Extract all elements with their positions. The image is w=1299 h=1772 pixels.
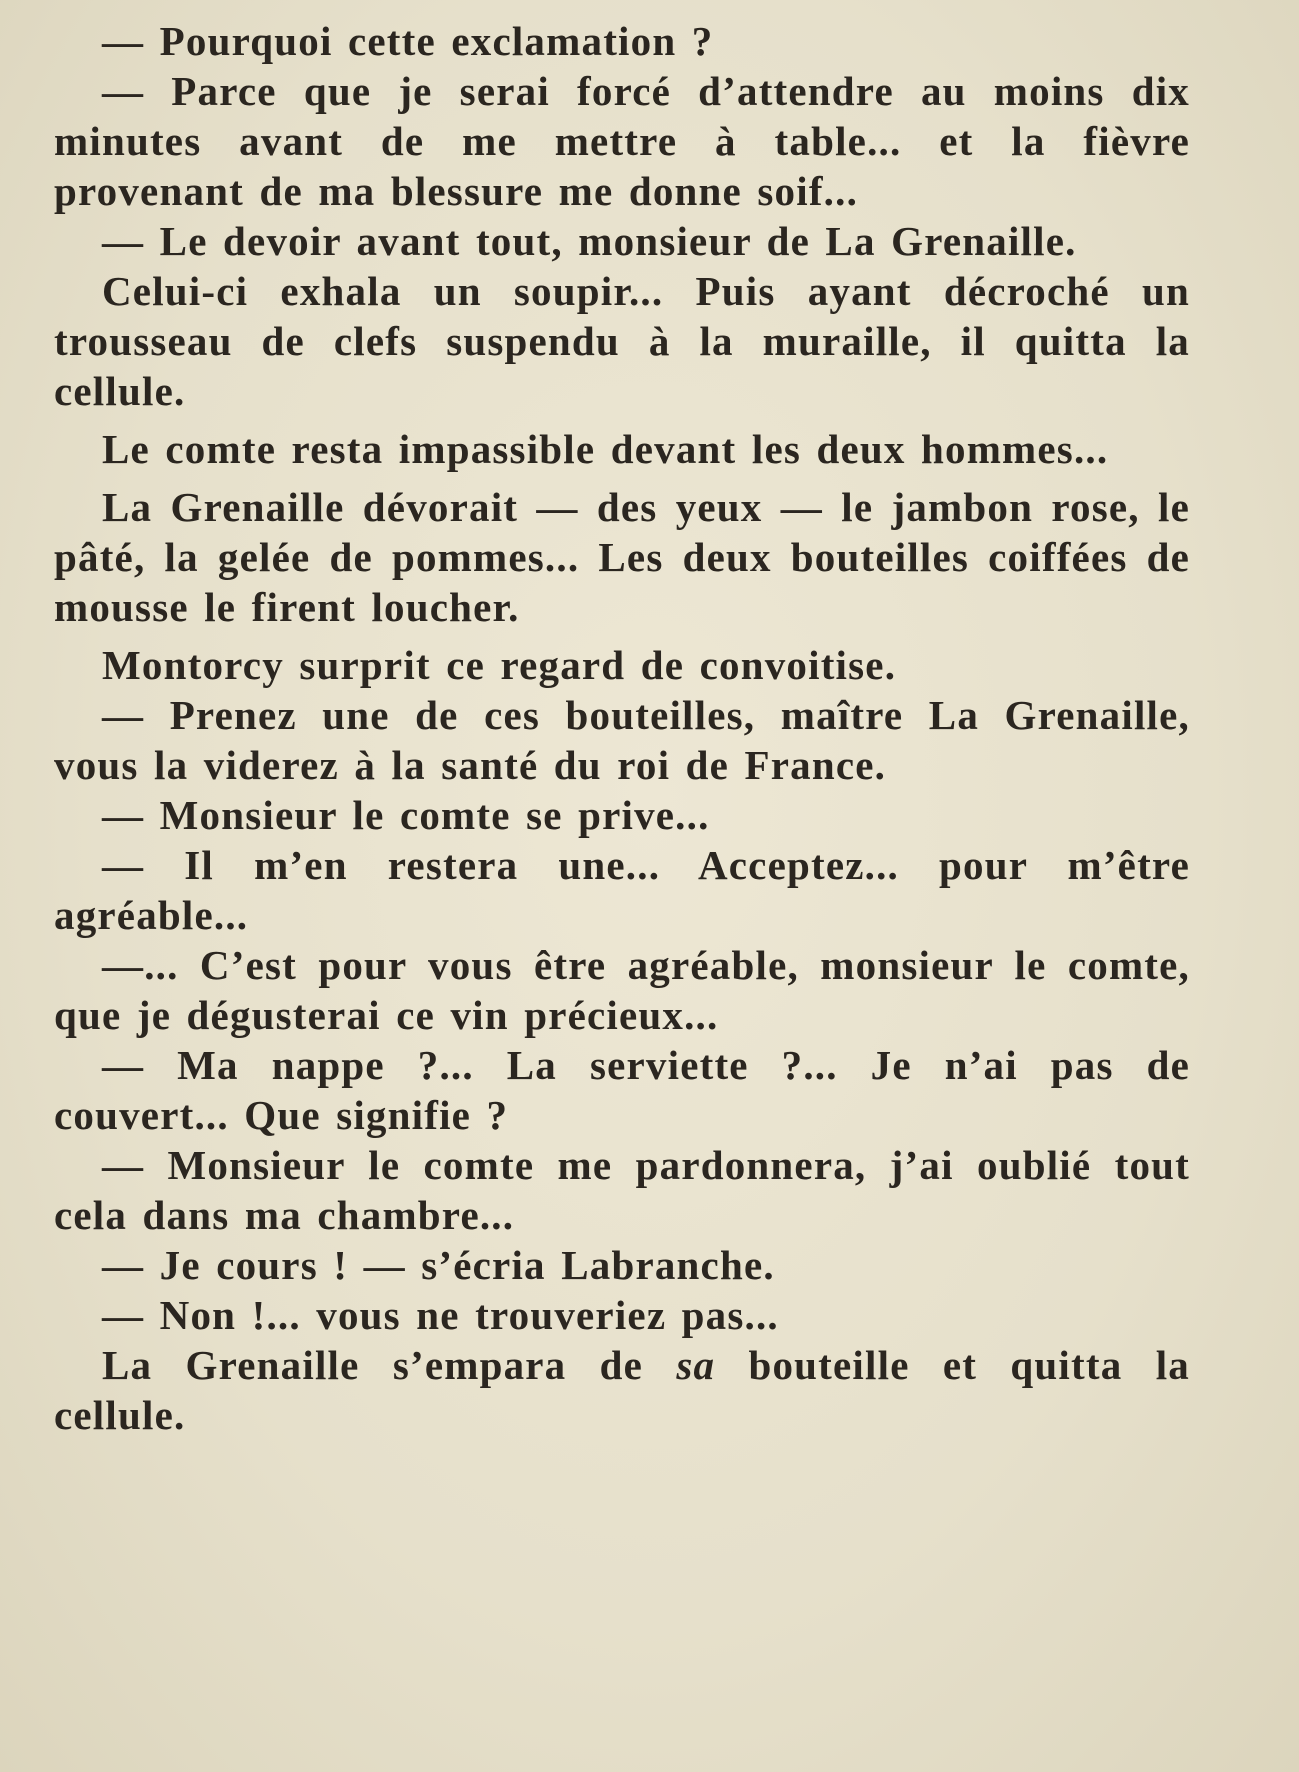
paragraph-4: Celui-ci exhala un soupir... Puis ayant décroché un trousseau de clefs suspendu à la muraille, il quitta la cellule. [54, 268, 1190, 414]
paragraph-13: — Monsieur le comte me pardonnera, j’ai oublié tout cela dans ma chambre... [54, 1142, 1190, 1238]
paragraph-12: — Ma nappe ?... La serviette ?... Je n’ai pas de couvert... Que signifie ? [54, 1042, 1190, 1138]
paragraph-11: —... C’est pour vous être agréable, monsieur le comte, que je dégusterai ce vin précieux... [54, 942, 1190, 1038]
paragraph-10: — Il m’en restera une... Acceptez... pour m’être agréable... [54, 842, 1190, 938]
paragraph-14: — Je cours ! — s’écria Labranche. [102, 1242, 775, 1288]
paragraph-7: Montorcy surprit ce regard de convoitise. [102, 642, 897, 688]
paragraph-16-start: La Grenaille s’empara de [102, 1342, 677, 1388]
paragraph-16-end: bouteille et quitta la cellule. [54, 1342, 1190, 1438]
paragraph-16 [54, 1340, 1190, 1440]
paragraph-3: — Le devoir avant tout, monsieur de La Grenaille. [102, 218, 1077, 264]
paragraph-1: — Pourquoi cette exclamation ? [102, 18, 714, 64]
paragraph-9: — Monsieur le comte se prive... [102, 792, 710, 838]
paragraph-5: Le comte resta impassible devant les deux hommes... [102, 426, 1109, 472]
paragraph-2: — Parce que je serai forcé d’attendre au moins dix minutes avant de me mettre à table... et la fièvre provenant de ma blessure me donne soif... [54, 68, 1190, 214]
paragraph-15: — Non !... vous ne trouveriez pas... [102, 1292, 779, 1338]
page-text [54, 16, 1190, 1440]
paragraph-8: — Prenez une de ces bouteilles, maître La Grenaille, vous la viderez à la santé du roi de France. [54, 692, 1190, 788]
paragraph-16-italic: sa [676, 1342, 716, 1388]
paragraph-6: La Grenaille dévorait — des yeux — le jambon rose, le pâté, la gelée de pommes... Les deux bouteilles coiffées de mousse le firent loucher. [54, 484, 1190, 630]
